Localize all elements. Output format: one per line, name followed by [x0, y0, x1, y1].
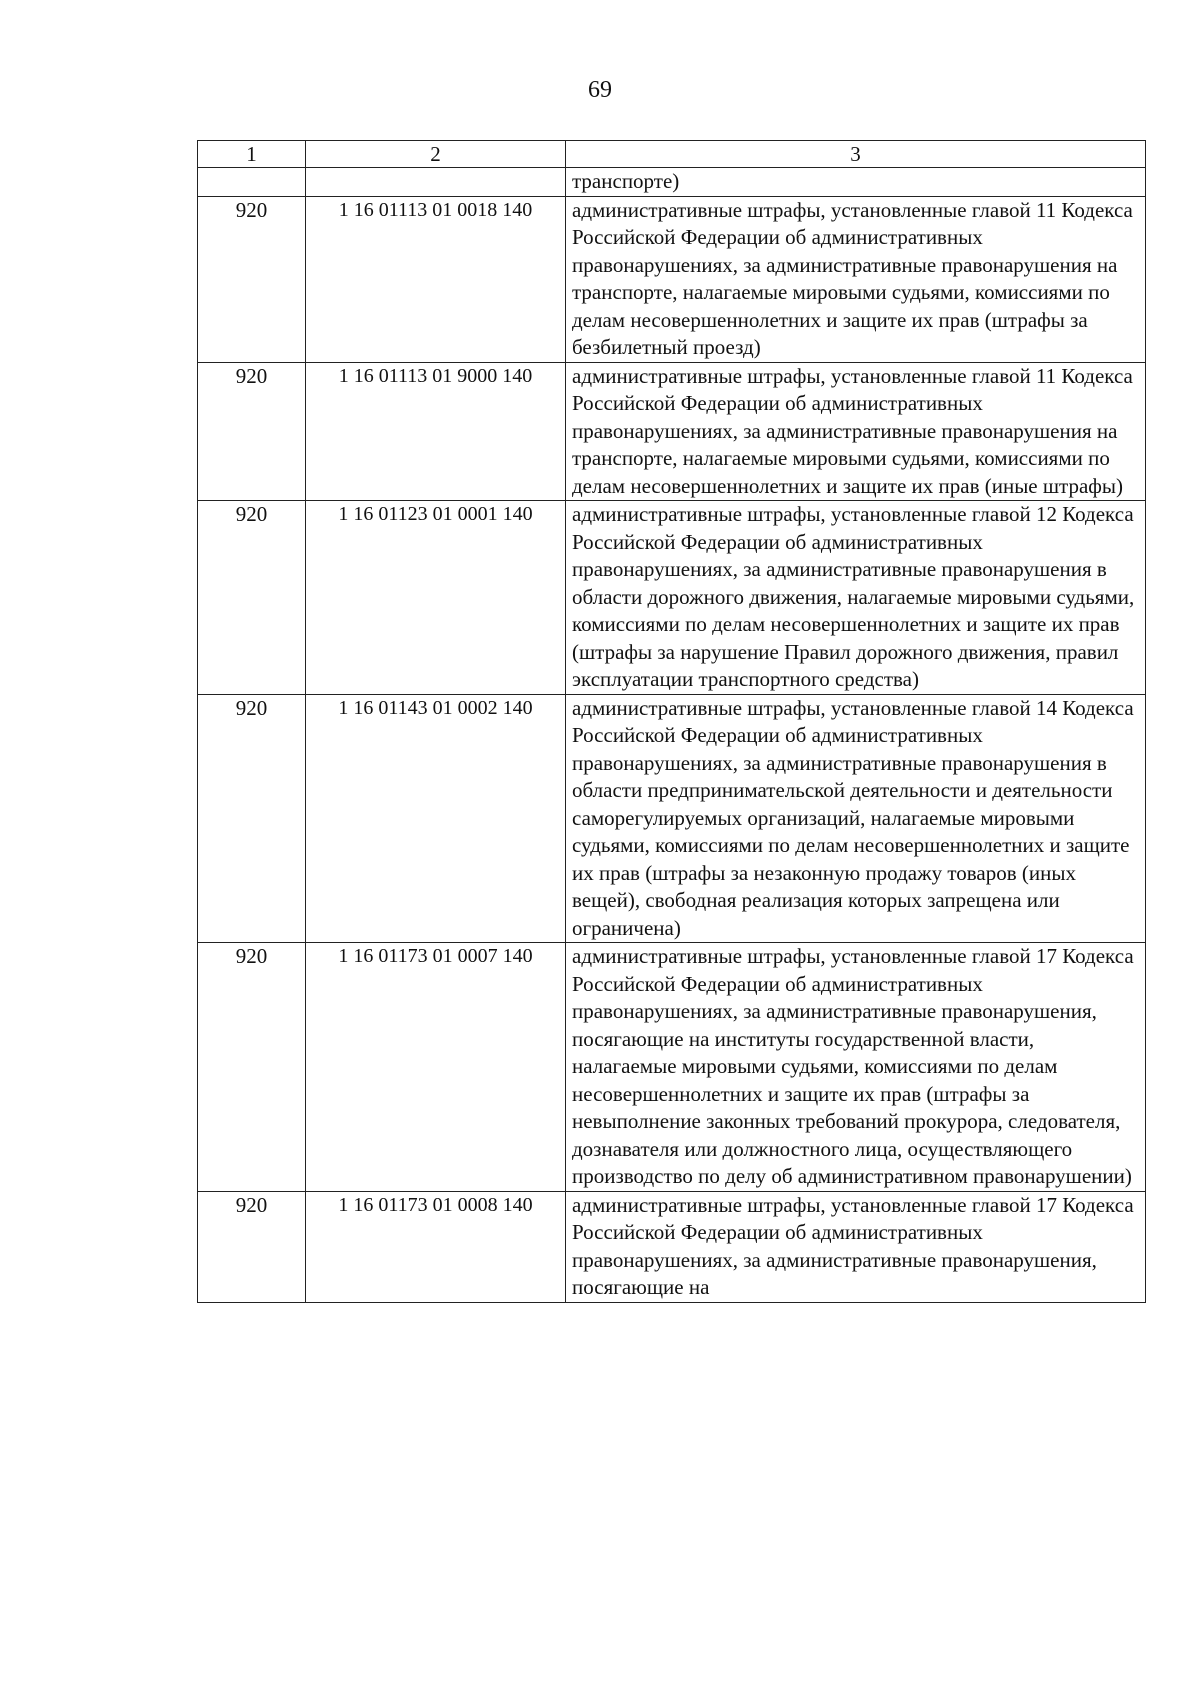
- column-header-2: 2: [306, 141, 566, 168]
- empty-cell: [306, 168, 566, 197]
- revenue-description: административные штрафы, установленные главой 12 Кодекса Российской Федерации об административных правонарушениях, за административные правонарушения в области дорожного движения, налагаемые мировыми судьями, комиссиями по делам несовершеннолетних и защите их прав (штрафы за нарушение Правил дорожного движения, правил эксплуатации транспортного средства): [566, 501, 1146, 695]
- admin-code: 920: [198, 196, 306, 362]
- empty-cell: [198, 168, 306, 197]
- budget-classification-code: 1 16 01113 01 0018 140: [306, 196, 566, 362]
- column-header-3: 3: [566, 141, 1146, 168]
- admin-code: 920: [198, 943, 306, 1192]
- budget-codes-table: [197, 140, 1146, 1303]
- table-row: [198, 362, 1146, 501]
- revenue-description: административные штрафы, установленные главой 11 Кодекса Российской Федерации об административных правонарушениях, за административные правонарушения на транспорте, налагаемые мировыми судьями, комиссиями по делам несовершеннолетних и защите их прав (штрафы за безбилетный проезд): [566, 196, 1146, 362]
- admin-code: 920: [198, 694, 306, 943]
- table-row: [198, 694, 1146, 943]
- continuation-text: транспорте): [566, 168, 1146, 197]
- budget-classification-code: 1 16 01143 01 0002 140: [306, 694, 566, 943]
- revenue-description: административные штрафы, установленные главой 11 Кодекса Российской Федерации об административных правонарушениях, за административные правонарушения на транспорте, налагаемые мировыми судьями, комиссиями по делам несовершеннолетних и защите их прав (иные штрафы): [566, 362, 1146, 501]
- table-row: [198, 943, 1146, 1192]
- budget-classification-code: 1 16 01113 01 9000 140: [306, 362, 566, 501]
- admin-code: 920: [198, 501, 306, 695]
- table-row: [198, 501, 1146, 695]
- continuation-row: [198, 168, 1146, 197]
- revenue-description: административные штрафы, установленные главой 17 Кодекса Российской Федерации об административных правонарушениях, за административные правонарушения, посягающие на: [566, 1191, 1146, 1302]
- budget-classification-code: 1 16 01173 01 0008 140: [306, 1191, 566, 1302]
- budget-classification-code: 1 16 01123 01 0001 140: [306, 501, 566, 695]
- budget-classification-code: 1 16 01173 01 0007 140: [306, 943, 566, 1192]
- table-row: [198, 196, 1146, 362]
- table-header-row: [198, 141, 1146, 168]
- admin-code: 920: [198, 362, 306, 501]
- revenue-description: административные штрафы, установленные главой 14 Кодекса Российской Федерации об административных правонарушениях, за административные правонарушения в области предпринимательской деятельности и деятельности саморегулируемых организаций, налагаемые мировыми судьями, комиссиями по делам несовершеннолетних и защите их прав (штрафы за незаконную продажу товаров (иных вещей), свободная реализация которых запрещена или ограничена): [566, 694, 1146, 943]
- table-row: [198, 1191, 1146, 1302]
- revenue-description: административные штрафы, установленные главой 17 Кодекса Российской Федерации об административных правонарушениях, за административные правонарушения, посягающие на институты государственной власти, налагаемые мировыми судьями, комиссиями по делам несовершеннолетних и защите их прав (штрафы за невыполнение законных требований прокурора, следователя, дознавателя или должностного лица, осуществляющего производство по делу об административном правонарушении): [566, 943, 1146, 1192]
- page-number: 69: [588, 77, 612, 103]
- admin-code: 920: [198, 1191, 306, 1302]
- column-header-1: 1: [198, 141, 306, 168]
